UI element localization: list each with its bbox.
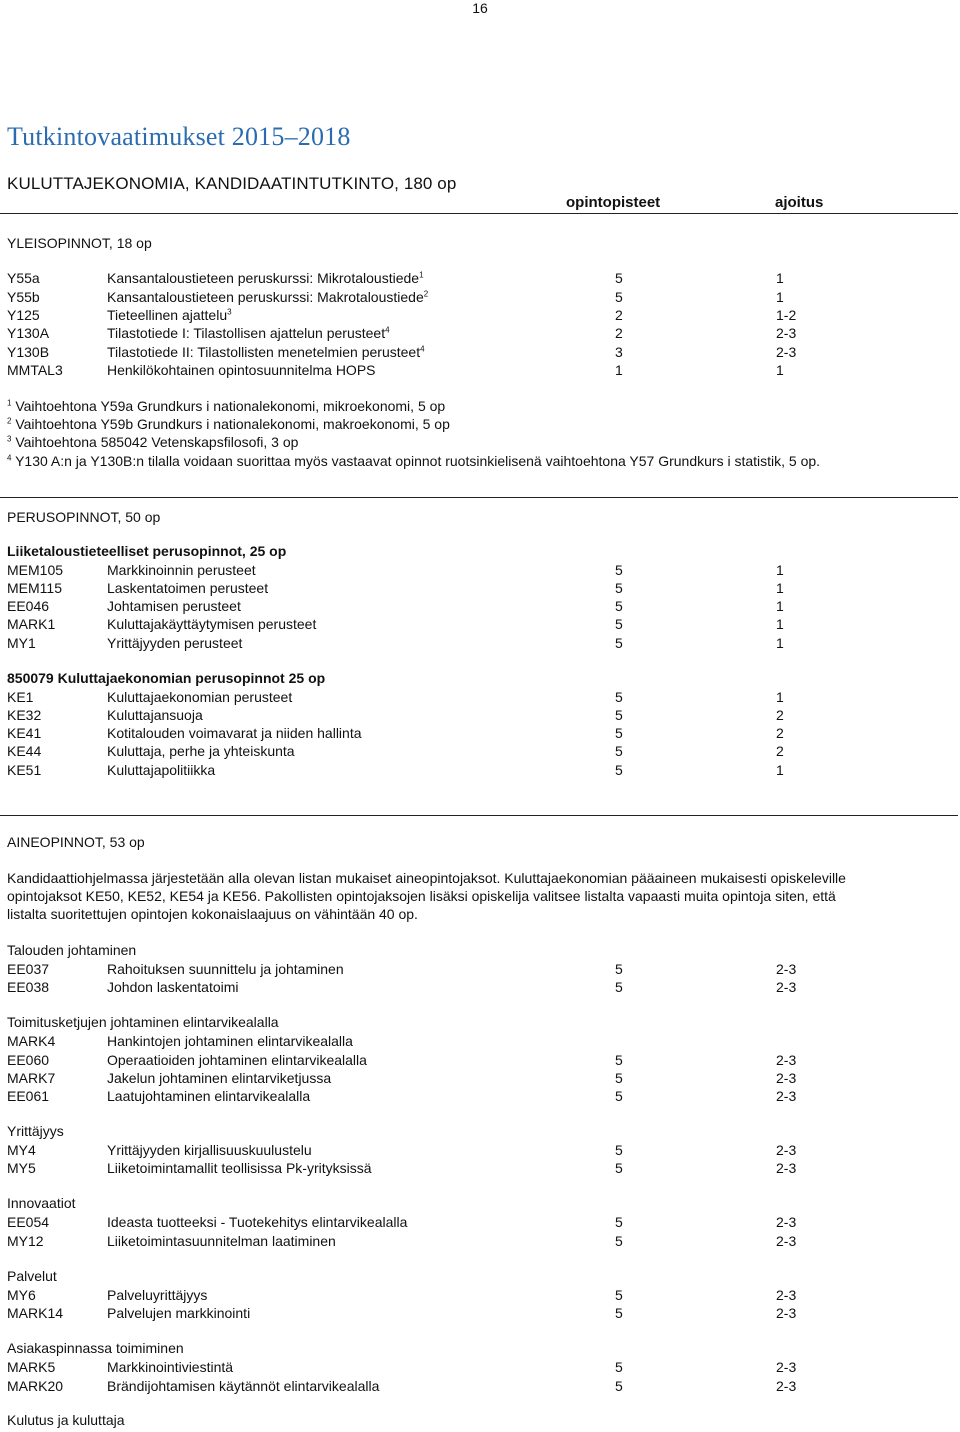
course-code: KE51 [7, 762, 42, 778]
course-code: MY4 [7, 1142, 36, 1158]
course-name: Liiketoimintasuunnitelman laatiminen [107, 1233, 336, 1249]
course-timing: 2-3 [776, 344, 797, 360]
course-timing: 1-2 [776, 307, 797, 323]
table-row [0, 1286, 960, 1304]
table-row [0, 579, 960, 597]
section-heading-aineopinnot: AINEOPINNOT, 53 op [7, 834, 145, 850]
table-row [0, 561, 960, 579]
table-row [0, 1232, 960, 1250]
table-row [0, 361, 960, 379]
course-code: MARK20 [7, 1378, 64, 1394]
course-credits: 5 [615, 1378, 623, 1394]
table-row [0, 724, 960, 742]
course-name: Hankintojen johtaminen elintarvikealalla [107, 1033, 353, 1049]
course-name: Yrittäjyyden perusteet [107, 635, 243, 651]
course-name: Laatujohtaminen elintarvikealalla [107, 1088, 311, 1104]
course-code: MARK14 [7, 1305, 64, 1321]
footnote-text: Vaihtoehtona Y59b Grundkurs i nationalekonomi, makroekonomi, 5 op [11, 416, 450, 432]
table-row [0, 1141, 960, 1159]
course-timing: 1 [776, 689, 784, 705]
course-code: KE41 [7, 725, 42, 741]
group-title-liiketaloustieteelliset: Liiketaloustieteelliset perusopinnot, 25 op [7, 543, 287, 559]
course-credits: 5 [615, 1287, 623, 1303]
table-row [0, 1032, 960, 1050]
course-name: Brändijohtamisen käytännöt elintarvikealalla [107, 1378, 380, 1394]
course-code: EE038 [7, 979, 50, 995]
course-timing: 2-3 [776, 1378, 797, 1394]
table-row [0, 761, 960, 779]
course-credits: 5 [615, 1305, 623, 1321]
course-timing: 2-3 [776, 1052, 797, 1068]
intro-paragraph-line: listalta suoritettujen opintojen kokonaislaajuus on vähintään 40 op. [7, 906, 418, 922]
course-name: Kuluttaja, perhe ja yhteiskunta [107, 743, 295, 759]
group-title-kuluttajaekonomia: 850079 Kuluttajaekonomian perusopinnot 25 op [7, 670, 326, 686]
course-credits: 2 [615, 307, 623, 323]
course-code: KE32 [7, 707, 42, 723]
group-title: Talouden johtaminen [7, 942, 137, 958]
section-heading-yleisopinnot: YLEISOPINNOT, 18 op [7, 235, 152, 251]
table-row [0, 688, 960, 706]
course-code: Y55b [7, 289, 40, 305]
course-code: EE054 [7, 1214, 50, 1230]
footnote-text: Vaihtoehtona 585042 Vetenskapsfilosofi, 3 op [11, 434, 299, 450]
group-title: Kulutus ja kuluttaja [7, 1412, 125, 1428]
course-name: Tilastotiede II: Tilastollisten menetelmien perusteet$^4$ [107, 344, 425, 360]
course-credits: 5 [615, 1160, 623, 1176]
table-row [0, 706, 960, 724]
course-credits: 5 [615, 1214, 623, 1230]
course-timing: 2-3 [776, 961, 797, 977]
course-name: Liiketoimintamallit teollisissa Pk-yrityksissä [107, 1160, 372, 1176]
course-code: EE046 [7, 598, 50, 614]
group-title: Innovaatiot [7, 1195, 76, 1211]
course-code: MY5 [7, 1160, 36, 1176]
course-credits: 5 [615, 289, 623, 305]
page-number: 16 [472, 0, 488, 16]
course-credits: 5 [615, 707, 623, 723]
footnote-marker: 4 [385, 325, 390, 335]
course-timing: 2-3 [776, 325, 797, 341]
table-row [0, 288, 960, 306]
course-credits: 5 [615, 725, 623, 741]
course-code: KE1 [7, 689, 34, 705]
course-code: EE037 [7, 961, 50, 977]
course-credits: 5 [615, 580, 623, 596]
course-name: Yrittäjyyden kirjallisuuskuulustelu [107, 1142, 312, 1158]
footnote-number: 1 [7, 398, 12, 408]
table-row [0, 1304, 960, 1322]
table-row [0, 306, 960, 324]
course-name: Henkilökohtainen opintosuunnitelma HOPS [107, 362, 376, 378]
course-credits: 5 [615, 635, 623, 651]
course-credits: 5 [615, 1052, 623, 1068]
table-row [0, 615, 960, 633]
course-timing: 2 [776, 707, 784, 723]
table-row [0, 1358, 960, 1376]
course-credits: 2 [615, 325, 623, 341]
degree-subtitle: KULUTTAJEKONOMIA, KANDIDAATINTUTKINTO, 180 op [7, 174, 457, 193]
course-timing: 2 [776, 725, 784, 741]
group-title: Palvelut [7, 1268, 57, 1284]
course-code: EE061 [7, 1088, 50, 1104]
group-title: Asiakaspinnassa toimiminen [7, 1340, 184, 1356]
footnote-marker: 4 [420, 344, 425, 354]
course-code: MMTAL3 [7, 362, 63, 378]
course-credits: 5 [615, 979, 623, 995]
course-code: KE44 [7, 743, 42, 759]
course-credits: 5 [615, 1142, 623, 1158]
course-timing: 1 [776, 580, 784, 596]
course-timing: 2-3 [776, 1305, 797, 1321]
footnote [7, 397, 445, 415]
course-name: Markkinoinnin perusteet [107, 562, 256, 578]
course-name: Rahoituksen suunnittelu ja johtaminen [107, 961, 344, 977]
table-row [0, 597, 960, 615]
course-credits: 3 [615, 344, 623, 360]
course-name: Palveluyrittäjyys [107, 1287, 208, 1303]
course-timing: 1 [776, 762, 784, 778]
course-code: MARK1 [7, 616, 56, 632]
table-row [0, 1051, 960, 1069]
footnote-marker: 2 [423, 289, 429, 299]
column-header-credits: opintopisteet [566, 194, 661, 211]
course-name: Johtamisen perusteet [107, 598, 241, 614]
course-name: Tieteellinen ajattelu$^3$ [107, 307, 232, 323]
course-code: MARK7 [7, 1070, 56, 1086]
course-credits: 5 [615, 1088, 623, 1104]
course-credits: 5 [615, 743, 623, 759]
course-code: MARK4 [7, 1033, 56, 1049]
footnote-number: 3 [7, 434, 12, 444]
group-title: Yrittäjyys [7, 1123, 64, 1139]
course-timing: 2-3 [776, 1070, 797, 1086]
table-row [0, 1377, 960, 1395]
footnote [7, 452, 820, 470]
footnote-text: Vaihtoehtona Y59a Grundkurs i nationalekonomi, mikroekonomi, 5 op [11, 398, 446, 414]
course-name: Kansantaloustieteen peruskurssi: Makrotaloustiede$^2$ [107, 289, 429, 305]
table-row [0, 1087, 960, 1105]
course-name: Kotitalouden voimavarat ja niiden hallinta [107, 725, 362, 741]
course-name: Kuluttajaekonomian perusteet [107, 689, 293, 705]
table-row [0, 742, 960, 760]
course-code: MY6 [7, 1287, 36, 1303]
section-heading-perusopinnot: PERUSOPINNOT, 50 op [7, 509, 161, 525]
course-timing: 2-3 [776, 1359, 797, 1375]
footnote [7, 415, 450, 433]
footnote-text: Y130 A:n ja Y130B:n tilalla voidaan suorittaa myös vastaavat opinnot ruotsinkielisenä vaihtoehtona Y57 Grundkurs i statistik, 5 op. [11, 453, 821, 469]
course-credits: 5 [615, 598, 623, 614]
course-credits: 5 [615, 961, 623, 977]
table-row [0, 1069, 960, 1087]
footnote-marker: 1 [419, 270, 424, 280]
table-row [0, 1213, 960, 1231]
page-title: Tutkintovaatimukset 2015–2018 [7, 122, 351, 151]
section-divider [0, 815, 958, 816]
course-credits: 5 [615, 1359, 623, 1375]
course-timing: 2-3 [776, 1088, 797, 1104]
course-timing: 1 [776, 289, 784, 305]
course-timing: 2-3 [776, 1160, 797, 1176]
course-name: Laskentatoimen perusteet [107, 580, 269, 596]
course-name: Operaatioiden johtaminen elintarvikealalla [107, 1052, 367, 1068]
course-credits: 5 [615, 689, 623, 705]
course-timing: 1 [776, 598, 784, 614]
course-name: Kuluttajakäyttäytymisen perusteet [107, 616, 317, 632]
course-timing: 1 [776, 635, 784, 651]
course-timing: 1 [776, 270, 784, 286]
course-credits: 5 [615, 762, 623, 778]
course-credits: 5 [615, 616, 623, 632]
course-code: MEM115 [7, 580, 62, 596]
course-name: Kuluttajapolitiikka [107, 762, 216, 778]
intro-paragraph-line: opintojaksot KE50, KE52, KE54 ja KE56. Pakollisten opintojaksojen lisäksi opiskelija valitsee listalta vapaasti muita opintoja siten, että [7, 888, 836, 904]
course-timing: 2-3 [776, 1214, 797, 1230]
course-timing: 2-3 [776, 1142, 797, 1158]
course-name: Kansantaloustieteen peruskurssi: Mikrotaloustiede$^1$ [107, 270, 424, 286]
course-credits: 1 [615, 362, 623, 378]
footnote-number: 2 [7, 416, 12, 426]
column-header-timing: ajoitus [775, 194, 824, 211]
footnote [7, 433, 298, 451]
table-row [0, 960, 960, 978]
course-code: Y125 [7, 307, 40, 323]
table-row [0, 324, 960, 342]
course-timing: 2-3 [776, 979, 797, 995]
course-timing: 2-3 [776, 1287, 797, 1303]
table-row [0, 978, 960, 996]
course-timing: 2 [776, 743, 784, 759]
course-name: Johdon laskentatoimi [107, 979, 239, 995]
course-name: Jakelun johtaminen elintarviketjussa [107, 1070, 332, 1086]
course-code: Y130A [7, 325, 50, 341]
course-credits: 5 [615, 270, 623, 286]
table-row [0, 1159, 960, 1177]
course-timing: 1 [776, 616, 784, 632]
course-name: Markkinointiviestintä [107, 1359, 234, 1375]
course-name: Palvelujen markkinointi [107, 1305, 251, 1321]
course-credits: 5 [615, 1233, 623, 1249]
table-row [0, 634, 960, 652]
group-title: Toimitusketjujen johtaminen elintarvikealalla [7, 1014, 279, 1030]
course-timing: 2-3 [776, 1233, 797, 1249]
footnote-marker: 3 [227, 307, 232, 317]
course-code: MY1 [7, 635, 36, 651]
section-divider [0, 497, 958, 498]
course-credits: 5 [615, 1070, 623, 1086]
header-divider [0, 213, 958, 214]
course-name: Ideasta tuotteeksi - Tuotekehitys elintarvikealalla [107, 1214, 408, 1230]
course-timing: 1 [776, 362, 784, 378]
course-code: Y55a [7, 270, 40, 286]
footnote-number: 4 [7, 453, 12, 463]
table-row [0, 343, 960, 361]
course-name: Tilastotiede I: Tilastollisen ajattelun perusteet$^4$ [107, 325, 390, 341]
table-row [0, 269, 960, 287]
intro-paragraph-line: Kandidaattiohjelmassa järjestetään alla olevan listan mukaiset aineopintojaksot. Kuluttajaekonomian pääaineen mukaisesti opiskeleville [7, 870, 846, 886]
course-code: EE060 [7, 1052, 50, 1068]
course-credits: 5 [615, 562, 623, 578]
course-code: MY12 [7, 1233, 44, 1249]
course-code: MEM105 [7, 562, 64, 578]
course-code: MARK5 [7, 1359, 56, 1375]
course-name: Kuluttajansuoja [107, 707, 203, 723]
course-code: Y130B [7, 344, 50, 360]
course-timing: 1 [776, 562, 784, 578]
